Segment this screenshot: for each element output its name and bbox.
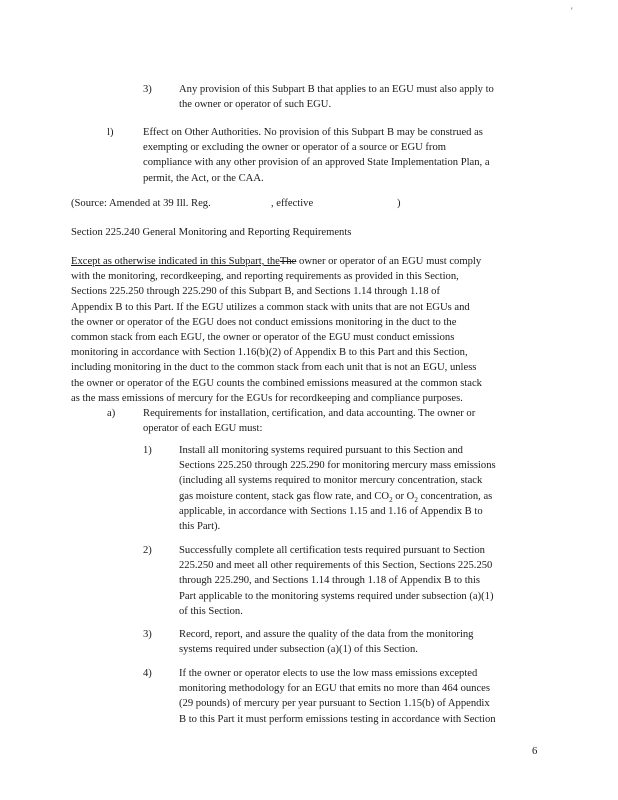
text-line: the owner or operator of the EGU counts the combined emissions measured at the common stack xyxy=(71,377,482,389)
item-number: 2) xyxy=(143,545,152,556)
text-line: Requirements for installation, certification, and data accounting. The owner or xyxy=(143,408,476,419)
text-line: this Part). xyxy=(179,521,221,533)
text-fragment: gas moisture content, stack gas flow rate, and CO xyxy=(179,490,390,502)
text-line: of this Section. xyxy=(179,605,243,617)
text-line: applicable, in accordance with Sections 1.15 and 1.16 of Appendix B to xyxy=(179,505,483,517)
text-line: B to this Part it must perform emissions testing in accordance with Section xyxy=(179,713,496,725)
section-heading-text: Section 225.240 General Monitoring and Reporting Requirements xyxy=(71,227,352,238)
sub-1-text xyxy=(179,443,496,534)
text-line: (including all systems required to monitor mercury concentration, stack xyxy=(179,475,483,487)
text-line: compliance with any other provision of an approved State Implementation Plan, a xyxy=(143,157,490,169)
text-line: including monitoring in the duct to the common stack from each unit that is not an EGU, unless xyxy=(71,362,477,374)
scan-mark: ' xyxy=(571,6,573,16)
text-line: the owner or operator of such EGU. xyxy=(179,99,332,111)
item-number: 1) xyxy=(143,445,152,456)
item-number: l) xyxy=(107,127,114,138)
subscript: 2 xyxy=(414,495,418,504)
source-close: ) xyxy=(397,198,401,209)
intro-paragraph xyxy=(71,254,482,406)
item-l-text xyxy=(143,125,490,186)
text-line: Effect on Other Authorities. No provision of this Subpart B may be construed as xyxy=(143,127,483,138)
text-line: Install all monitoring systems required pursuant to this Section and xyxy=(179,445,463,456)
subscript: 2 xyxy=(389,495,393,504)
text-line: monitoring methodology for an EGU that emits no more than 464 ounces xyxy=(179,683,490,695)
sub-2-text xyxy=(179,543,494,619)
text-line: Sections 225.250 through 225.290 of this Subpart B, and Sections 1.14 through 1.18 of xyxy=(71,286,440,298)
text-line: Sections 225.250 through 225.290 for monitoring mercury mass emissions xyxy=(179,460,496,472)
sub-3-text xyxy=(179,627,473,657)
text-line: monitoring in accordance with Section 1.16(b)(2) of Appendix B to this Part and this Section, xyxy=(71,347,468,359)
item-number: 3) xyxy=(143,84,152,95)
item-3-text xyxy=(179,82,494,112)
source-prefix: (Source: Amended at 39 Ill. Reg. xyxy=(71,198,211,209)
text-line: 225.250 and meet all other requirements of this Section, Sections 225.250 xyxy=(179,560,493,572)
text-line: Record, report, and assure the quality of the data from the monitoring xyxy=(179,629,474,640)
text-line: Successfully complete all certification tests required pursuant to Section xyxy=(179,545,485,556)
page-number: 6 xyxy=(532,746,538,757)
text-line: common stack from each EGU, the owner or operator of the EGU must conduct emissions xyxy=(71,332,455,344)
text-line: with the monitoring, recordkeeping, and reporting requirements as provided in this Section, xyxy=(71,271,459,283)
sub-4-text xyxy=(179,666,496,727)
text-line: operator of each EGU must: xyxy=(143,423,263,435)
text-line: (29 pounds) of mercury per year pursuant to Section 1.15(b) of Appendix xyxy=(179,698,490,710)
text-fragment: owner or operator of an EGU must comply xyxy=(296,256,482,267)
section-heading xyxy=(71,225,351,240)
text-line: exempting or excluding the owner or operator of a source or EGU from xyxy=(143,142,446,154)
item-number: a) xyxy=(107,408,116,419)
item-number: 3) xyxy=(143,629,152,640)
item-a-text xyxy=(143,406,475,436)
text-line: through 225.290, and Sections 1.14 through 1.18 of Appendix B to this xyxy=(179,575,481,587)
text-line: systems required under subsection (a)(1) of this Section. xyxy=(179,644,418,656)
text-line: the owner or operator of the EGU does not conduct emissions monitoring in the duct to the xyxy=(71,316,457,328)
text-line: Any provision of this Subpart B that applies to an EGU must also apply to xyxy=(179,84,494,95)
text-line: Part applicable to the monitoring systems required under subsection (a)(1) xyxy=(179,590,494,602)
item-number: 4) xyxy=(143,668,152,679)
text-line: Appendix B to this Part. If the EGU utilizes a common stack with units that are not EGUs and xyxy=(71,301,470,313)
text-line: as the mass emissions of mercury for the EGUs for recordkeeping and compliance purposes. xyxy=(71,392,463,404)
text-fragment: or O xyxy=(392,490,415,502)
text-fragment: concentration, as xyxy=(417,490,493,502)
text-line xyxy=(179,489,496,504)
deleted-text: The xyxy=(279,256,297,267)
text-line xyxy=(71,254,482,269)
text-line: permit, the Act, or the CAA. xyxy=(143,172,264,184)
text-line: If the owner or operator elects to use the low mass emissions excepted xyxy=(179,668,478,679)
source-effective: , effective xyxy=(271,198,314,209)
inserted-text: Except as otherwise indicated in this Subpart, the xyxy=(71,256,280,267)
